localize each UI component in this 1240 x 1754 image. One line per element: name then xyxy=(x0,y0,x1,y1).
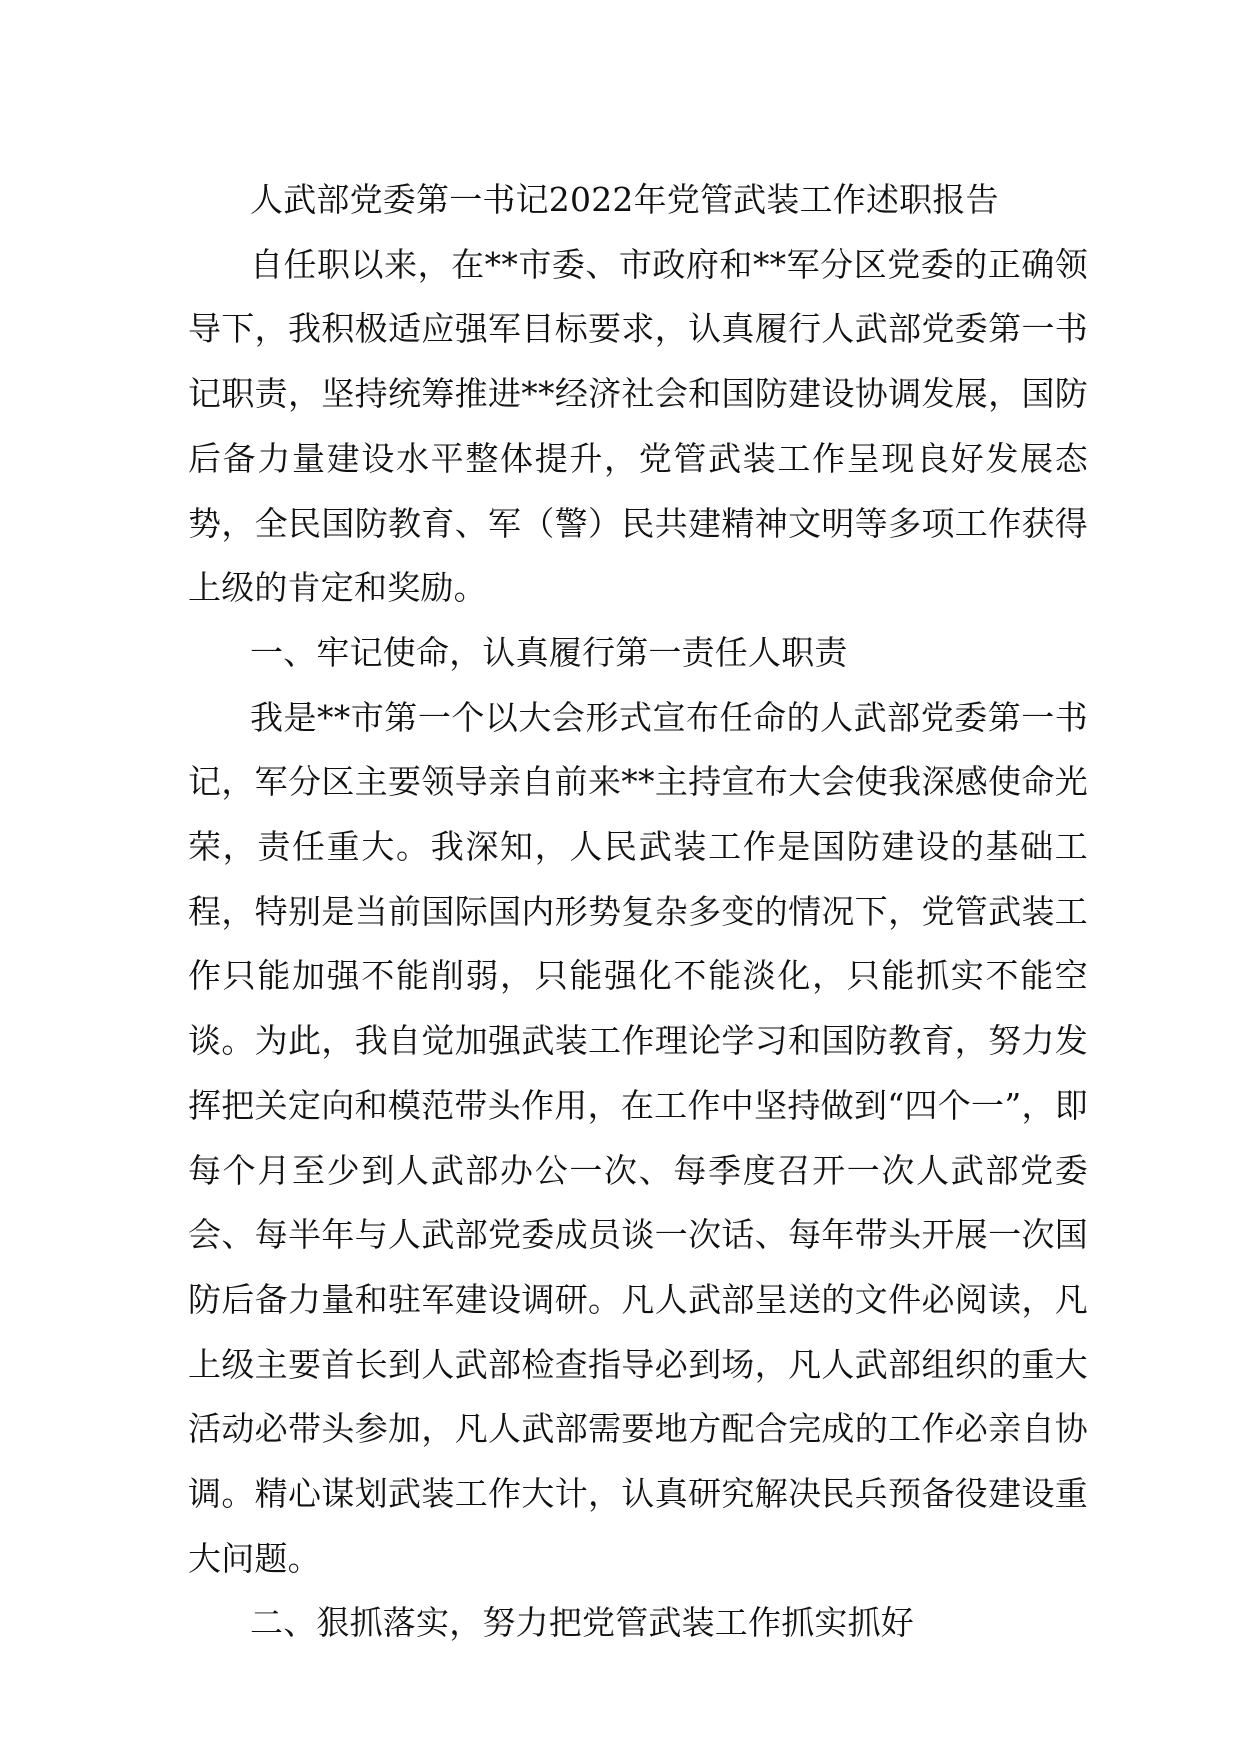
paragraph-section-1: 我是**市第一个以大会形式宣布任命的人武部党委第一书记，军分区主要领导亲自前来**主持宣布大会使我深感使命光荣，责任重大。我深知，人民武装工作是国防建设的基础工程，特别是当前国际国内形势复杂多变的情况下，党管武装工作只能加强不能削弱，只能强化不能淡化，只能抓实不能空谈。为此，我自觉加强武装工作理论学习和国防教育，努力发挥把关定向和模范带头作用，在工作中坚持做到“四个一”，即每个月至少到人武部办公一次、每季度召开一次人武部党委会、每半年与人武部党委成员谈一次话、每年带头开展一次国防后备力量和驻军建设调研。凡人武部呈送的文件必阅读，凡上级主要首长到人武部检查指导必到场，凡人武部组织的重大活动必带头参加，凡人武部需要地方配合完成的工作必亲自协调。精心谋划武装工作大计，认真研究解决民兵预备役建设重大问题。 xyxy=(188,697,1088,1578)
paragraph-intro: 自任职以来，在**市委、市政府和**军分区党委的正确领导下，我积极适应强军目标要求，认真履行人武部党委第一书记职责，坚持统筹推进**经济社会和国防建设协调发展，国防后备力量建设水平整体提升，党管武装工作呈现良好发展态势，全民国防教育、军（警）民共建精神文明等多项工作获得上级的肯定和奖励。 xyxy=(188,244,1088,608)
section-heading-2: 二、狠抓落实，努力把党管武装工作抓实抓好 xyxy=(250,1603,914,1643)
document-body xyxy=(188,168,1088,1656)
document-title: 人武部党委第一书记2022年党管武装工作述职报告 xyxy=(250,180,999,219)
section-heading-1: 一、牢记使命，认真履行第一责任人职责 xyxy=(250,632,848,672)
